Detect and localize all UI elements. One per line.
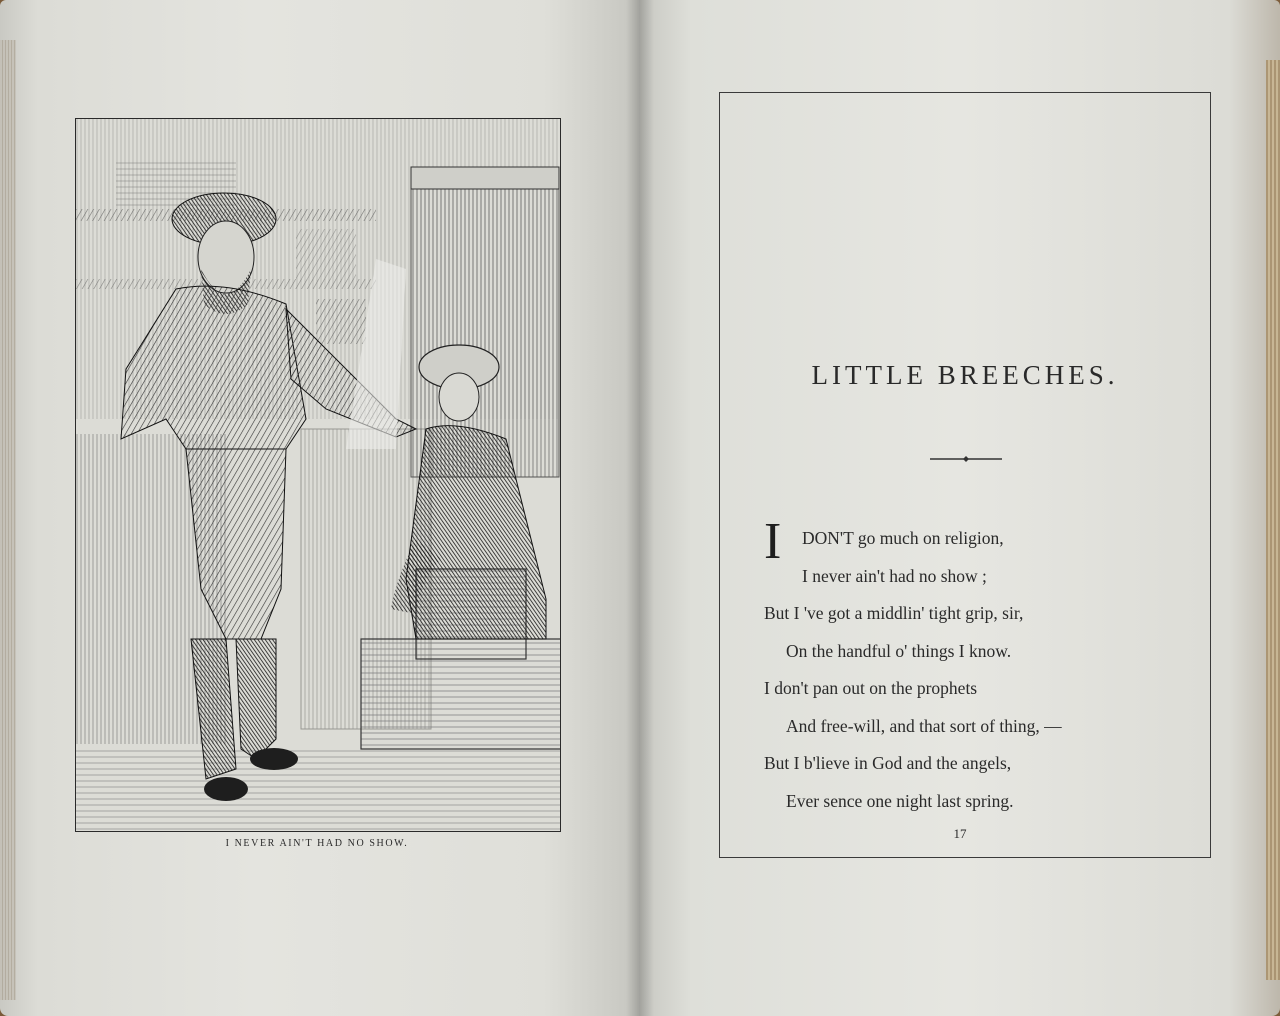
poem-line: But I 've got a middlin' tight grip, sir, (764, 603, 1024, 623)
engraving-image (76, 119, 560, 831)
page-edges-right (1266, 60, 1280, 980)
poem-title: LITTLE BREECHES. (811, 360, 1119, 390)
book-gutter (626, 0, 654, 1016)
poem-line: On the handful o' things I know. (786, 640, 1012, 661)
poem-line: DON'T go much on religion, (802, 528, 1004, 548)
poem-line: Ever sence one night last spring. (786, 790, 1014, 811)
poem-line: And free-will, and that sort of thing, — (786, 715, 1062, 736)
engraving-illustration (75, 118, 561, 832)
divider-ornament (930, 455, 1002, 463)
drop-cap: I (764, 513, 782, 570)
poem-line: I never ain't had no show ; (802, 565, 987, 586)
illustration-caption: I NEVER AIN'T HAD NO SHOW. (225, 838, 409, 849)
poem-body (764, 520, 1184, 820)
page-number: 17 (953, 826, 967, 841)
page-edges (0, 40, 16, 1000)
poem-line: But I b'lieve in God and the angels, (764, 753, 1012, 773)
poem-line: I don't pan out on the prophets (764, 678, 978, 698)
